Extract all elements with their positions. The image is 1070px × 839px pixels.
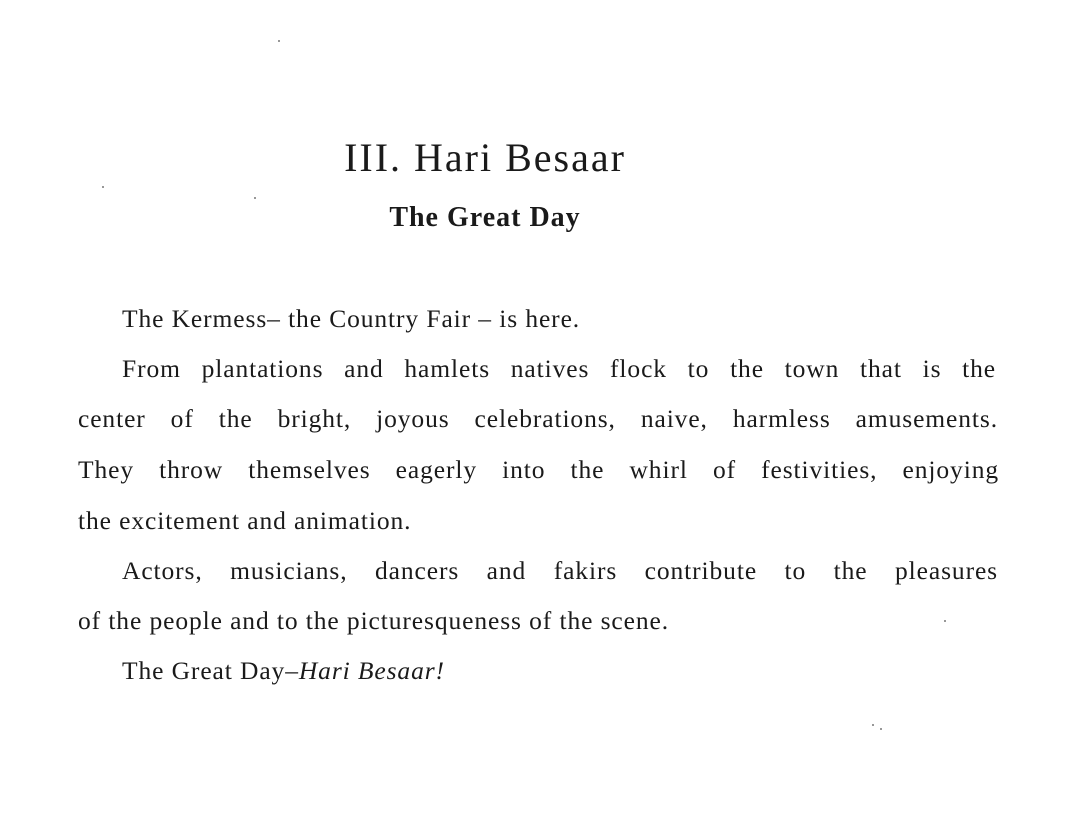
paragraph-2-line-2: center of the bright, joyous celebrations, naive, harmless amusements.: [78, 404, 998, 433]
paragraph-3-line-1: Actors, musicians, dancers and fakirs contribute to the pleasures: [122, 556, 998, 585]
paragraph-2-line-4: the excitement and animation.: [78, 506, 412, 535]
paragraph-3-line-2: of the people and to the picturesqueness of the scene.: [78, 606, 669, 635]
paper-speck: [102, 186, 104, 188]
paragraph-4: [122, 656, 445, 686]
paper-speck: [254, 197, 256, 199]
chapter-title: III. Hari Besaar: [344, 135, 626, 180]
paragraph-2-line-1: From plantations and hamlets natives flock to the town that is the: [122, 354, 996, 383]
paragraph-4-prefix: The Great Day–: [122, 656, 299, 685]
paper-speck: [872, 724, 874, 726]
paper-speck: [880, 728, 882, 730]
paper-speck: [944, 620, 946, 622]
paper-speck: [278, 40, 280, 42]
paragraph-4-emphasis: Hari Besaar!: [298, 656, 445, 685]
chapter-subtitle: The Great Day: [389, 202, 581, 233]
paragraph-2-line-3: They throw themselves eagerly into the whirl of festivities, enjoying: [78, 455, 999, 484]
paragraph-1: The Kermess– the Country Fair – is here.: [122, 304, 581, 333]
